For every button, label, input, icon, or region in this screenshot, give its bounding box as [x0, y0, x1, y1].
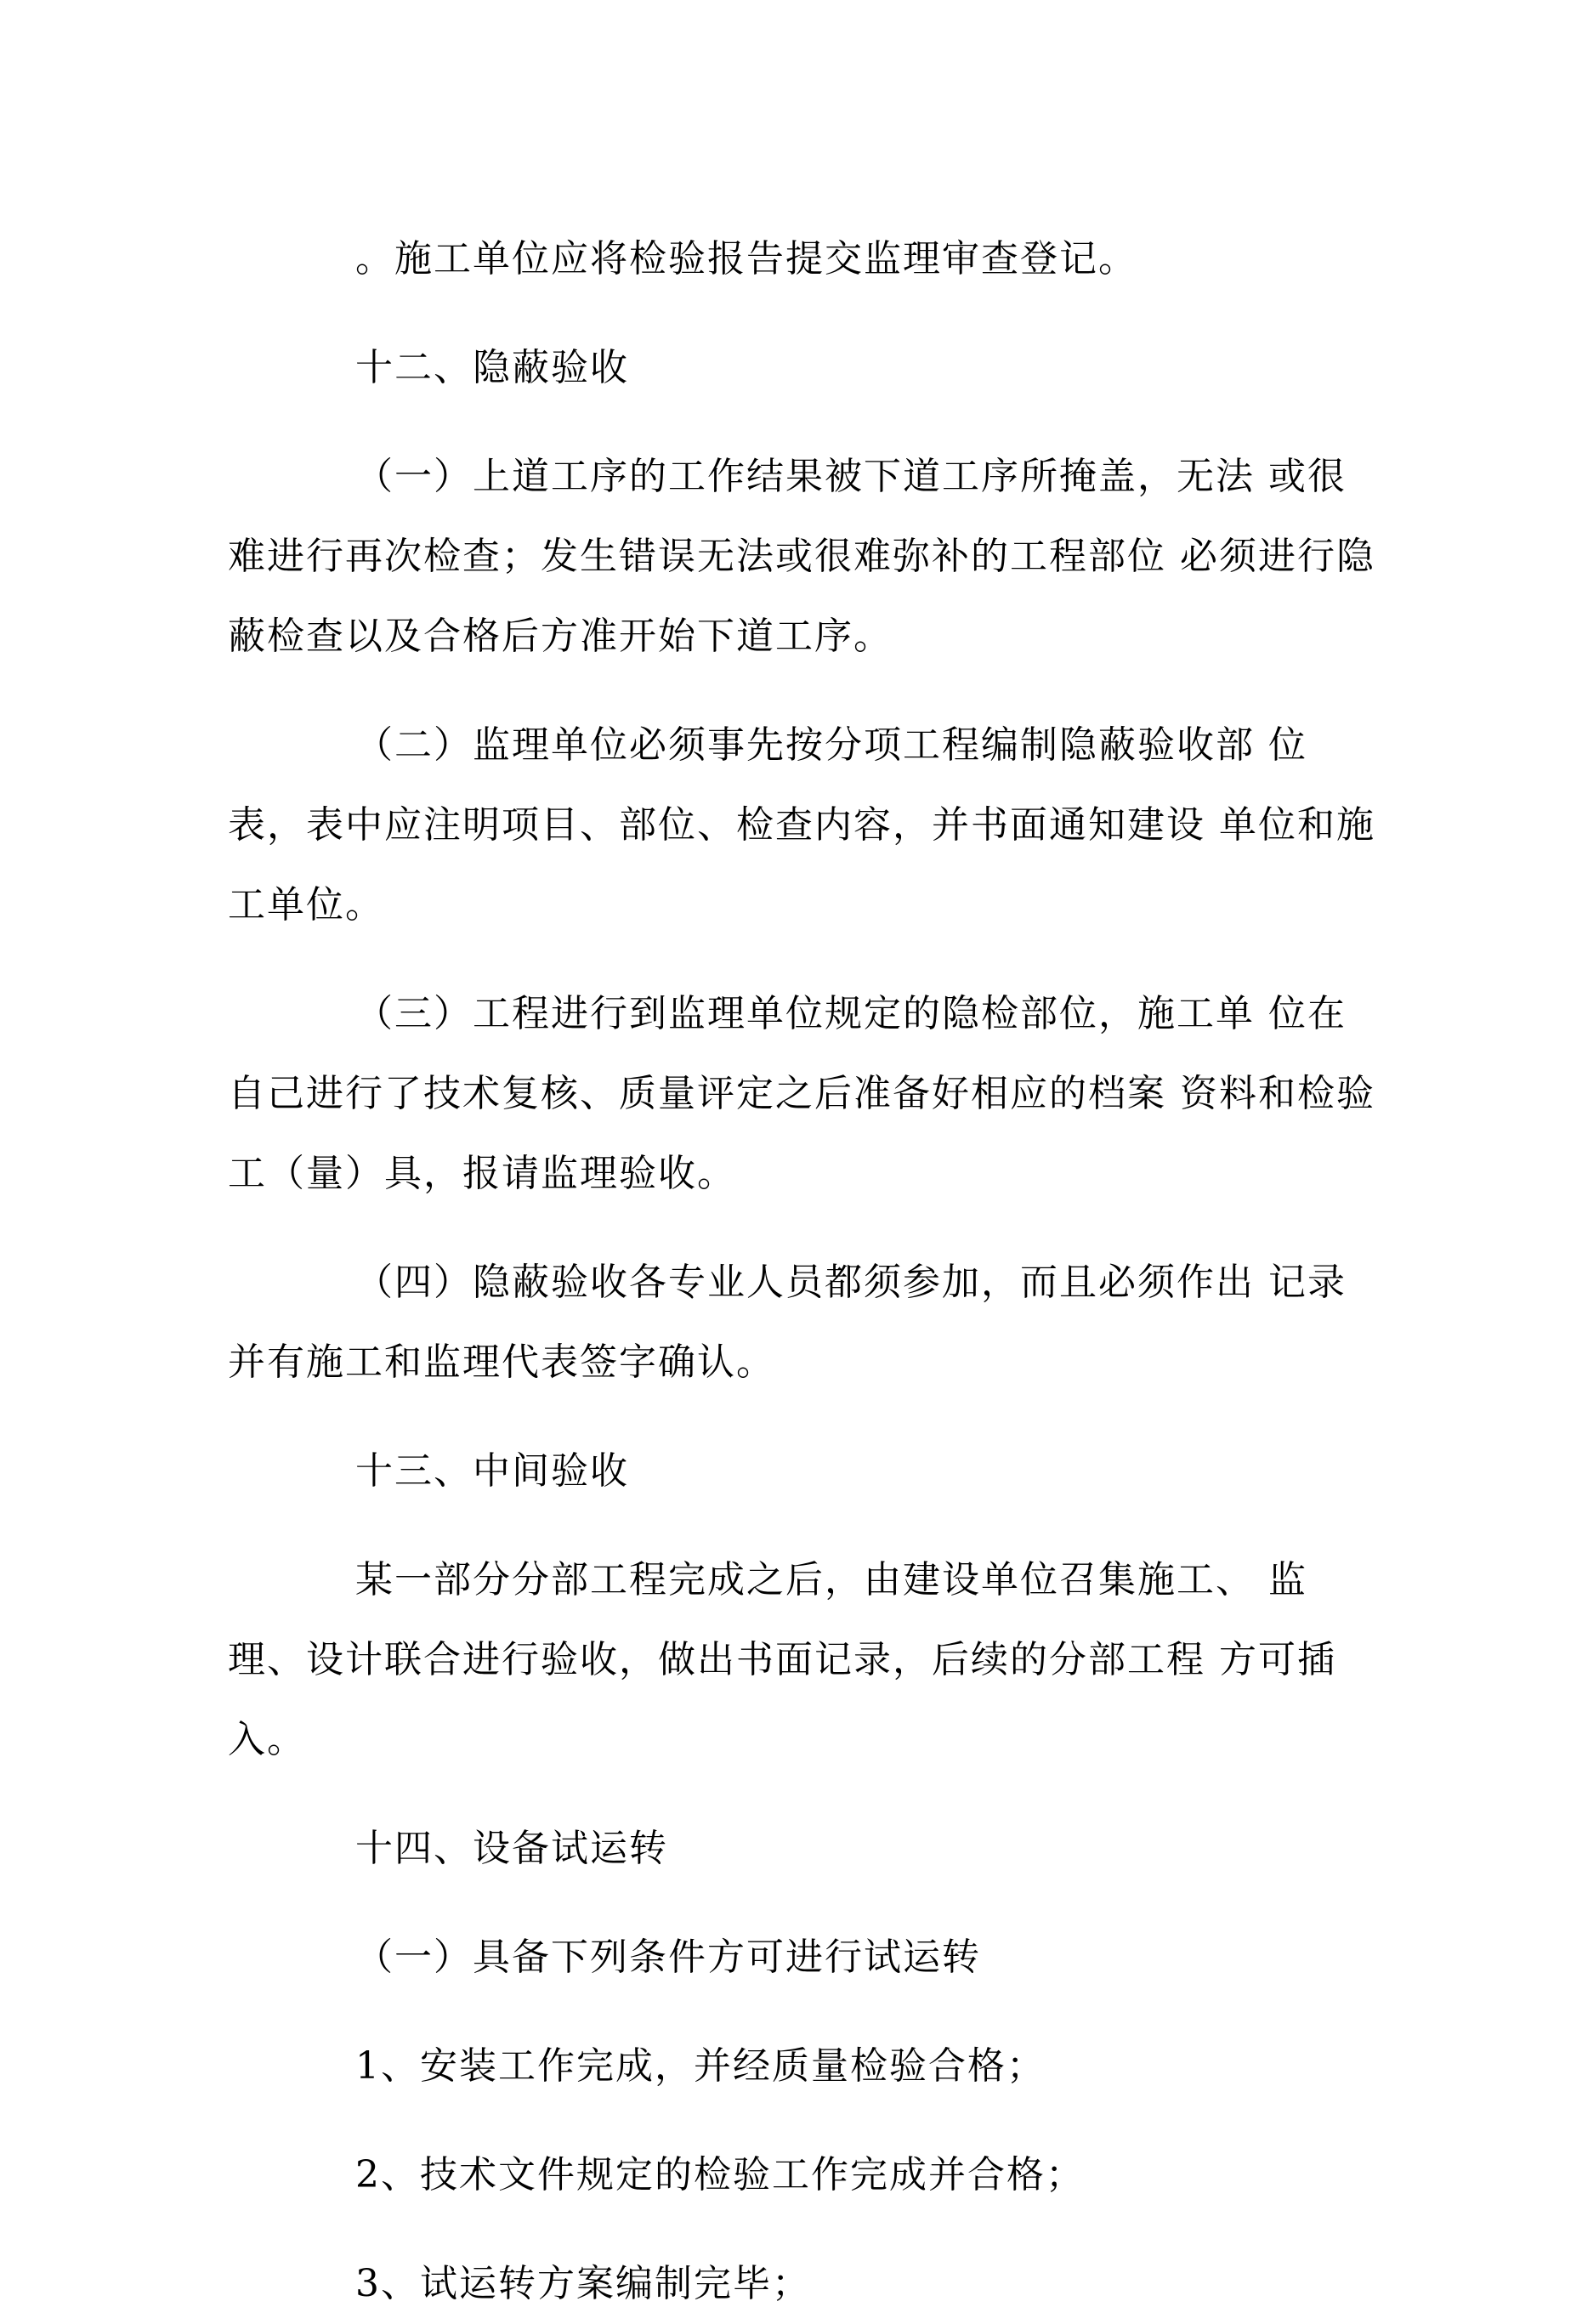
document-body	[228, 219, 1375, 2324]
paragraph-13: 某一部分分部工程完成之后，由建设单位召集施工、 监理、设计联合进行验收，做出书面记录，后续的分部工程 方可插入。	[228, 1558, 1336, 1761]
paragraph-14-1: （一）具备下列条件方可进行试运转	[355, 1936, 981, 1979]
section-heading-12: 十二、隐蔽验收	[355, 346, 629, 389]
section-heading-14: 十四、设备试运转	[355, 1827, 668, 1870]
paragraph-12-1: （一）上道工序的工作结果被下道工序所掩盖，无法 或很难进行再次检查；发生错误无法或很难弥补的工程部位 必须进行隐蔽检查以及合格后方准开始下道工序。	[228, 455, 1375, 658]
list-item-3: 3、试运转方案编制完毕；	[355, 2262, 811, 2305]
list-item-1: 1、安装工作完成，并经质量检验合格；	[355, 2044, 1046, 2088]
paragraph-12-4: （四）隐蔽验收各专业人员都须参加，而且必须作出 记录并有施工和监理代表签字确认。	[228, 1261, 1347, 1384]
paragraph-12-3: （三）工程进行到监理单位规定的隐检部位，施工单 位在自己进行了技术复核、质量评定之后准备好相应的档案 资料和检验工（量）具，报请监理验收。	[228, 992, 1375, 1195]
paragraph-12-2: （二）监理单位必须事先按分项工程编制隐蔽验收部 位表，表中应注明项目、部位、检查内容，并书面通知建设 单位和施工单位。	[228, 723, 1375, 927]
section-heading-13: 十三、中间验收	[355, 1449, 629, 1493]
paragraph-continuation: 。施工单位应将检验报告提交监理审查登记。	[355, 237, 1137, 281]
list-item-2: 2、技术文件规定的检验工作完成并合格；	[355, 2153, 1085, 2196]
